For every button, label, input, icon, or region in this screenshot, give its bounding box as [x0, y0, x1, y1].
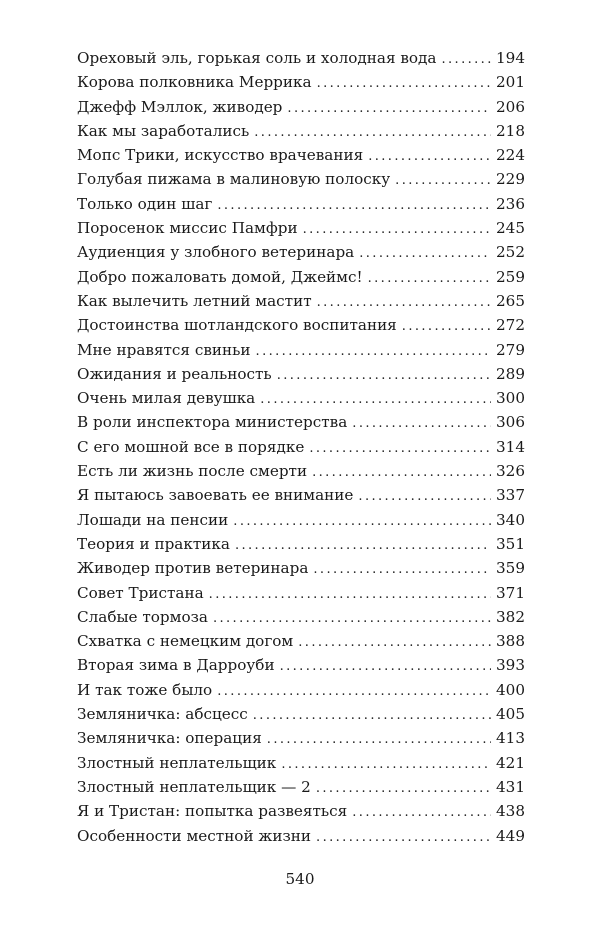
toc-entry-page: 413: [496, 729, 525, 748]
toc-entry-page: 201: [496, 73, 525, 92]
toc-leader-dots: [217, 680, 491, 704]
toc-entry-title: Достоинства шотландского воспитания: [77, 316, 397, 335]
toc-leader-dots: [358, 485, 491, 509]
toc-leader-dots: [359, 242, 491, 266]
toc-leader-dots: [441, 48, 491, 72]
toc-entry: [77, 119, 524, 143]
toc-leader-dots: [209, 583, 491, 607]
toc-leader-dots: [316, 826, 491, 850]
toc-entry-title: Джефф Мэллок, живодер: [77, 97, 283, 116]
toc-leader-dots: [313, 558, 491, 582]
toc-entry-title: В роли инспектора министерства: [77, 413, 348, 432]
toc-entry-page: 314: [496, 437, 525, 456]
toc-entry-page: 421: [496, 753, 525, 772]
toc-entry-title: И так тоже было: [77, 680, 213, 699]
toc-entry: [77, 338, 524, 362]
toc-entry-page: 224: [496, 146, 525, 165]
toc-entry-title: Лошади на пенсии: [77, 510, 229, 529]
toc-leader-dots: [281, 753, 491, 777]
toc-entry-page: 272: [496, 316, 525, 335]
toc-leader-dots: [317, 72, 491, 96]
toc-entry: [77, 799, 524, 823]
toc-leader-dots: [395, 169, 491, 193]
toc-entry-title: Добро пожаловать домой, Джеймс!: [77, 267, 363, 286]
toc-entry-title: Вторая зима в Дарроуби: [77, 656, 275, 675]
toc-entry-page: 279: [496, 340, 525, 359]
toc-entry-page: 393: [496, 656, 525, 675]
toc-entry-page: 265: [496, 291, 525, 310]
toc-entry: [77, 508, 524, 532]
toc-entry: [77, 265, 524, 289]
toc-entry-page: 252: [496, 243, 525, 262]
toc-entry-title: Я пытаюсь завоевать ее внимание: [77, 486, 354, 505]
toc-entry-title: С его мошной все в порядке: [77, 437, 305, 456]
toc-entry-title: Мне нравятся свиньи: [77, 340, 251, 359]
toc-entry: [77, 532, 524, 556]
toc-entry-title: Живодер против ветеринара: [77, 559, 309, 578]
toc-leader-dots: [303, 218, 491, 242]
toc-entry-title: Особенности местной жизни: [77, 826, 312, 845]
toc-entry-page: 371: [496, 583, 525, 602]
toc-entry: [77, 143, 524, 167]
toc-entry: [77, 751, 524, 775]
page-number: 540: [285, 870, 315, 888]
toc-leader-dots: [316, 777, 491, 801]
toc-entry-page: 431: [496, 777, 525, 796]
toc-leader-dots: [267, 728, 491, 752]
toc-entry-page: 306: [496, 413, 525, 432]
toc-entry-page: 300: [496, 389, 525, 408]
toc-entry-title: Земляничка: абсцесс: [77, 705, 248, 724]
toc-leader-dots: [235, 534, 491, 558]
toc-entry-title: Очень милая девушка: [77, 389, 256, 408]
toc-entry-title: Голубая пижама в малиновую полоску: [77, 170, 391, 189]
toc-entry: [77, 192, 524, 216]
toc-entry-page: 289: [496, 364, 525, 383]
toc-entry-page: 351: [496, 534, 525, 553]
toc-leader-dots: [287, 97, 491, 121]
toc-entry-title: Злостный неплательщик: [77, 753, 277, 772]
toc-entry: [77, 702, 524, 726]
toc-entry: [77, 459, 524, 483]
toc-entry-page: 218: [496, 121, 525, 140]
toc-entry-title: Корова полковника Меррика: [77, 73, 312, 92]
toc-entry: [77, 313, 524, 337]
toc-leader-dots: [312, 461, 491, 485]
toc-entry-page: 337: [496, 486, 525, 505]
toc-entry: [77, 46, 524, 70]
toc-entry-page: 359: [496, 559, 525, 578]
toc-entry-page: 259: [496, 267, 525, 286]
toc-leader-dots: [402, 315, 491, 339]
toc-entry: [77, 653, 524, 677]
toc-entry-title: Совет Тристана: [77, 583, 204, 602]
table-of-contents: [77, 46, 524, 848]
toc-leader-dots: [298, 631, 491, 655]
toc-leader-dots: [217, 194, 491, 218]
toc-entry-page: 229: [496, 170, 525, 189]
toc-entry-page: 388: [496, 632, 525, 651]
toc-leader-dots: [256, 340, 491, 364]
toc-entry: [77, 726, 524, 750]
toc-leader-dots: [260, 388, 491, 412]
toc-entry-page: 194: [496, 49, 525, 67]
toc-entry-page: 405: [496, 705, 525, 724]
toc-leader-dots: [280, 655, 491, 679]
toc-entry-page: 206: [496, 97, 525, 116]
toc-leader-dots: [254, 121, 491, 145]
toc-entry: [77, 556, 524, 580]
toc-entry: [77, 216, 524, 240]
toc-entry: [77, 629, 524, 653]
toc-entry-page: 236: [496, 194, 525, 213]
toc-entry-title: Земляничка: операция: [77, 729, 262, 748]
toc-entry: [77, 362, 524, 386]
toc-entry: [77, 386, 524, 410]
toc-entry-title: Теория и практика: [77, 534, 230, 553]
toc-entry-title: Я и Тристан: попытка развеяться: [77, 802, 348, 821]
toc-leader-dots: [368, 145, 491, 169]
toc-entry-title: Как мы заработались: [77, 121, 250, 140]
toc-entry: [77, 95, 524, 119]
toc-entry: [77, 605, 524, 629]
toc-leader-dots: [233, 510, 491, 534]
toc-entry: [77, 410, 524, 434]
toc-leader-dots: [309, 437, 491, 461]
toc-entry: [77, 289, 524, 313]
toc-entry: [77, 240, 524, 264]
toc-entry-title: Аудиенция у злобного ветеринара: [77, 243, 355, 262]
toc-entry: [77, 678, 524, 702]
toc-leader-dots: [352, 801, 491, 825]
toc-entry: [77, 581, 524, 605]
toc-entry-page: 449: [496, 826, 525, 845]
toc-entry-title: Слабые тормоза: [77, 607, 208, 626]
toc-entry: [77, 167, 524, 191]
toc-leader-dots: [352, 412, 491, 436]
toc-leader-dots: [317, 291, 491, 315]
toc-entry-title: Схватка с немецким догом: [77, 632, 294, 651]
toc-entry-page: 438: [496, 802, 525, 821]
toc-entry-title: Мопс Трики, искусство врачевания: [77, 146, 364, 165]
toc-entry-page: 245: [496, 219, 525, 238]
toc-leader-dots: [213, 607, 491, 631]
toc-entry-page: 400: [496, 680, 525, 699]
toc-entry-title: Ореховый эль, горькая соль и холодная вода: [77, 49, 437, 67]
toc-entry-title: Только один шаг: [77, 194, 213, 213]
toc-entry-title: Поросенок миссис Памфри: [77, 219, 298, 238]
toc-entry-title: Злостный неплательщик — 2: [77, 777, 311, 796]
toc-entry: [77, 435, 524, 459]
toc-leader-dots: [277, 364, 491, 388]
toc-leader-dots: [253, 704, 491, 728]
toc-entry: [77, 483, 524, 507]
toc-leader-dots: [368, 267, 491, 291]
toc-entry-page: 326: [496, 462, 525, 481]
toc-entry: [77, 70, 524, 94]
toc-entry: [77, 824, 524, 848]
toc-entry-page: 340: [496, 510, 525, 529]
toc-entry-title: Есть ли жизнь после смерти: [77, 462, 308, 481]
toc-entry-title: Как вылечить летний мастит: [77, 291, 312, 310]
toc-entry-page: 382: [496, 607, 525, 626]
toc-entry: [77, 775, 524, 799]
toc-entry-title: Ожидания и реальность: [77, 364, 272, 383]
